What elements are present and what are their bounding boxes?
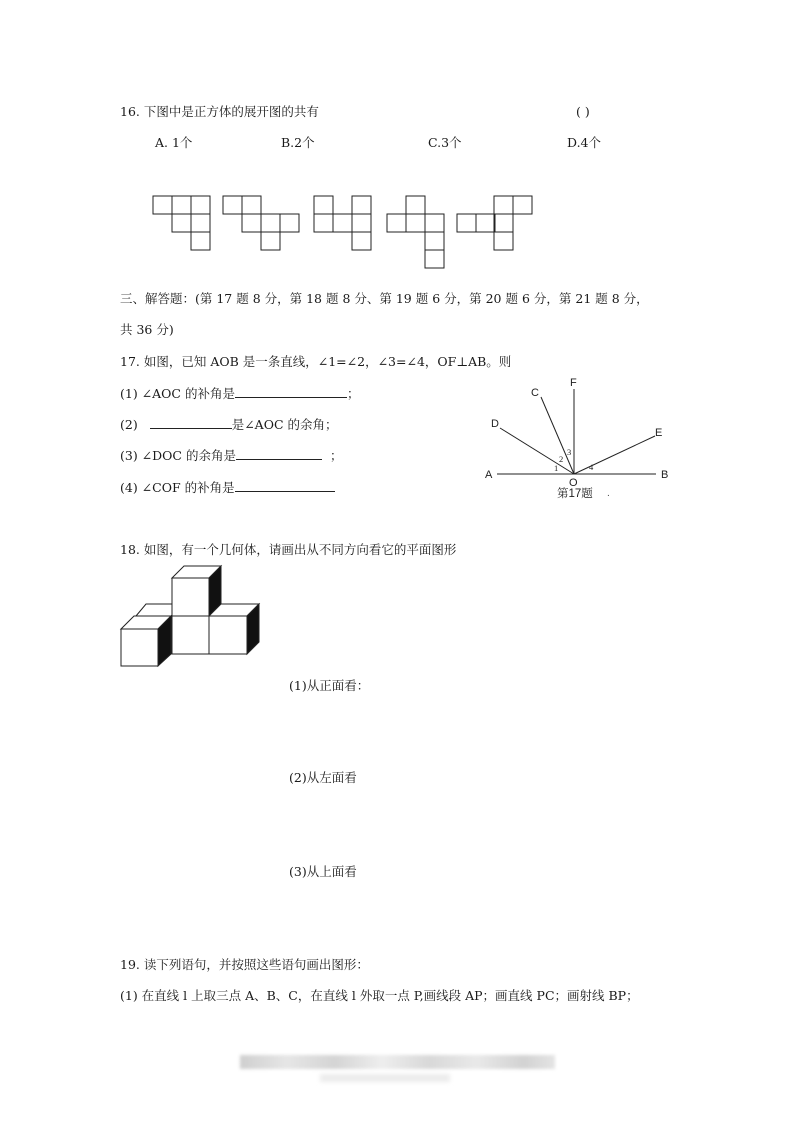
section3-header-line1: 三、解答题：(第 17 题 8 分，第 18 题 8 分、第 19 题 6 分，第 20 题 6 分，第 21 题 8 分， xyxy=(120,291,649,306)
q16-option-c: C.3个 xyxy=(428,135,462,150)
label-o: O xyxy=(569,477,578,489)
section3-header-line2: 共 36 分) xyxy=(120,322,174,337)
q16-option-d: D.4个 xyxy=(567,135,602,150)
q19-stem: 19. 读下列语句，并按照这些语句画出图形： xyxy=(120,957,369,972)
q18-view-front: (1)从正面看： xyxy=(289,678,370,693)
label-e: E xyxy=(655,427,663,439)
q17-item1-end: ； xyxy=(346,386,360,401)
q18-view-left: (2)从左面看 xyxy=(289,770,357,785)
angle-label-3: 3 xyxy=(567,447,572,457)
label-c: C xyxy=(531,387,539,399)
label-f: F xyxy=(570,377,577,389)
label-d: D xyxy=(491,418,499,430)
q18-view-top: (3)从上面看 xyxy=(289,864,357,879)
q17-item3-end: ； xyxy=(329,448,343,463)
q19-item-1: (1) 在直线 l 上取三点 A、B、C，在直线 l 外取一点 P,画线段 AP；画直线 PC；画射线 BP； xyxy=(120,988,639,1003)
q17-item4-text: (4) ∠COF 的补角是 xyxy=(120,480,235,495)
angle-label-2: 2 xyxy=(559,454,564,464)
q16-option-a: A. 1个 xyxy=(155,135,193,150)
angle-label-1: 1 xyxy=(554,463,559,473)
blurred-footer-watermark-2 xyxy=(320,1074,450,1082)
label-b: B xyxy=(661,469,669,481)
blurred-footer-watermark xyxy=(240,1055,555,1069)
angle-label-4: 4 xyxy=(589,462,594,472)
q16-stem: 16. 下图中是正方体的展开图的共有 xyxy=(120,104,319,119)
q17-item2-end: 是∠AOC 的余角； xyxy=(231,417,338,432)
q17-item3-text: (3) ∠DOC 的余角是 xyxy=(120,448,236,463)
q17-item2-text: (2) xyxy=(120,417,138,432)
figure-caption-dot: . xyxy=(607,488,610,499)
q17-stem: 17. 如图，已知 AOB 是一条直线，∠1=∠2，∠3=∠4，OF⊥AB。则 xyxy=(120,354,512,369)
figure-caption: 第17题 xyxy=(557,488,593,500)
q16-option-b: B.2个 xyxy=(281,135,315,150)
label-a: A xyxy=(485,469,493,481)
q16-answer-paren: ( ) xyxy=(576,104,590,119)
q17-item1-text: (1) ∠AOC 的补角是 xyxy=(120,386,235,401)
q18-stem: 18. 如图，有一个几何体，请画出从不同方向看它的平面图形 xyxy=(120,542,457,557)
